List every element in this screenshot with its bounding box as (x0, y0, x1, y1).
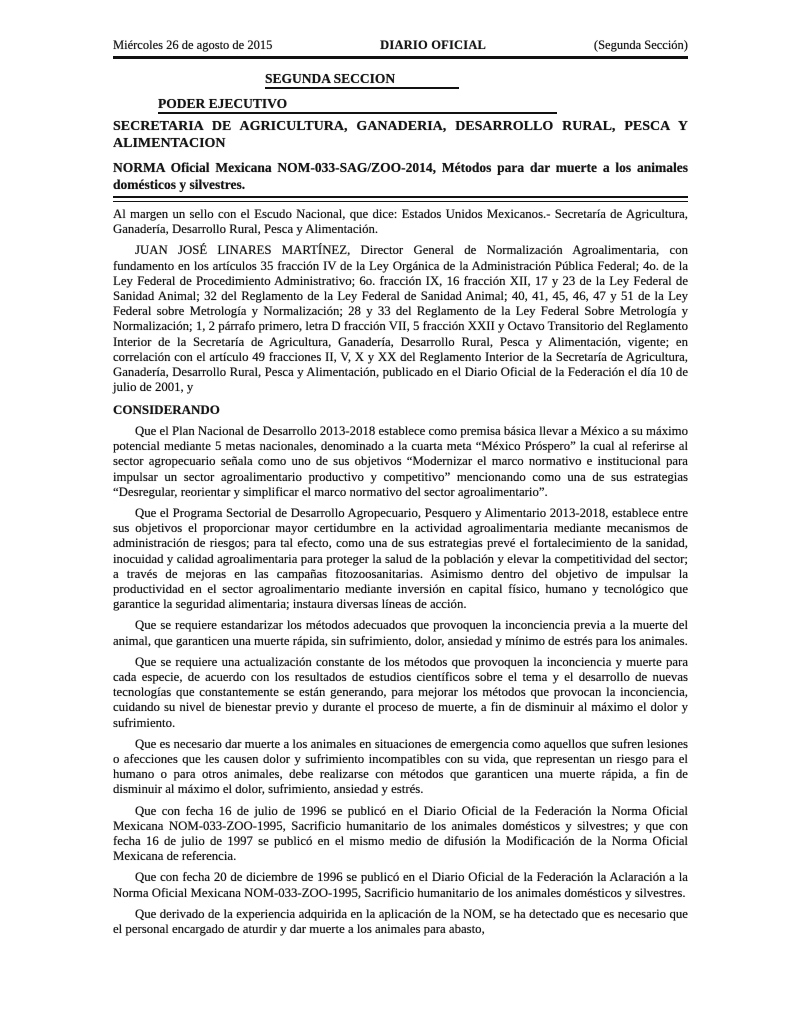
considerando-paragraph-1: Que el Plan Nacional de Desarrollo 2013-2018 establece como premisa básica llevar a México a su máximo potencial mediante 5 metas nacionales, denominado a la cuarta meta “México Próspero” la cual al referirse al sector agropecuario señala como uno de sus objetivos “Modernizar el marco normativo e institucional para impulsar un sector agroalimentario productivo y competitivo” mencionando como una de sus estrategias “Desregular, reorientar y simplificar el marco normativo del sector agroalimentario”. (113, 423, 688, 499)
considerando-heading: CONSIDERANDO (113, 402, 220, 418)
header-publication-name: DIARIO OFICIAL (380, 38, 487, 52)
considerando-paragraph-2: Que el Programa Sectorial de Desarrollo Agropecuario, Pesquero y Alimentario 2013-2018, establece entre sus objetivos el proporcionar mayor certidumbre en la actividad agroalimentaria mediante mecanismos de administración de riesgos; para tal efecto, como una de sus estrategias prevé el fortalecimiento de la sanidad, inocuidad y calidad agroalimentaria para proteger la salud de la población y elevar la competitividad del sector; a través de mejoras en las campañas fitozoosanitarias. Asimismo dentro del objetivo de impulsar la productividad en el sector agroalimentario mediante inversión en capital físico, humano y tecnológico que garantice la seguridad alimentaria; instaura diversas líneas de acción. (113, 505, 688, 612)
considerando-paragraph-8: Que derivado de la experiencia adquirida en la aplicación de la NOM, se ha detectado que es necesario que el personal encargado de aturdir y dar muerte a los animales para abasto, (113, 906, 688, 937)
paragraph-preamble-legal: JUAN JOSÉ LINARES MARTÍNEZ, Director General de Normalización Agroalimentaria, con fundamento en los artículos 35 fracción IV de la Ley Orgánica de la Administración Pública Federal; 4o. de la Ley Federal de Procedimiento Administrativo; 6o. fracción IX, 16 fracción XII, 17 y 23 de la Ley Federal de Sanidad Animal; 32 del Reglamento de la Ley Federal de Sanidad Animal; 40, 41, 45, 46, 47 y 51 de la Ley Federal sobre Metrología y Normalización; 28 y 33 del Reglamento de la Ley Federal Sobre Metrología y Normalización; 1, 2 párrafo primero, letra D fracción VII, 5 fracción XXII y Octavo Transitorio del Reglamento Interior de la Secretaría de Agricultura, Ganadería, Desarrollo Rural, Pesca y Alimentación, vigente; en correlación con el artículo 49 fracciones II, V, X y XX del Reglamento Interior de la Secretaría de Agricultura, Ganadería, Desarrollo Rural, Pesca y Alimentación, publicado en el Diario Oficial de la Federación el día 10 de julio de 2001, y (113, 243, 688, 395)
section-heading-row (113, 70, 688, 89)
branch-heading-row (113, 95, 688, 114)
considerando-paragraph-6: Que con fecha 16 de julio de 1996 se publicó en el Diario Oficial de la Federación la Norma Oficial Mexicana NOM-033-ZOO-1995, Sacrificio humanitario de los animales domésticos y silvestres; y que con fecha 16 de julio de 1997 se publicó en el mismo medio de difusión la Modificación de la Norma Oficial Mexicana de referencia. (113, 803, 688, 864)
branch-heading: PODER EJECUTIVO (158, 96, 557, 114)
header-rule (113, 56, 688, 59)
considerando-paragraph-3: Que se requiere estandarizar los métodos adecuados que provoquen la inconciencia previa a la muerte del animal, que garanticen una muerte rápida, sin sufrimiento, dolor, ansiedad y mínimo de estrés para los animales. (113, 618, 688, 648)
considerando-paragraph-5: Que es necesario dar muerte a los animales en situaciones de emergencia como aquellos que sufren lesiones o afecciones que les causen dolor y sufrimiento incompatibles con su vida, que representan un riesgo para el humano o para otros animales, debe realizarse con métodos que garanticen una muerte rápida, a fin de disminuir al máximo el dolor, sufrimiento, ansiedad y estrés. (113, 736, 688, 797)
document-body (113, 207, 688, 937)
section-heading: SEGUNDA SECCION (265, 71, 459, 89)
norm-title: NORMA Oficial Mexicana NOM-033-SAG/ZOO-2014, Métodos para dar muerte a los animales domésticos y silvestres. (113, 160, 688, 192)
running-header (113, 38, 688, 53)
header-section-label: (Segunda Sección) (593, 38, 688, 52)
title-rule (113, 196, 688, 202)
secretariat-heading: SECRETARIA DE AGRICULTURA, GANADERIA, DESARROLLO RURAL, PESCA Y ALIMENTACION (113, 119, 688, 151)
paragraph-al-margen: Al margen un sello con el Escudo Nacional, que dice: Estados Unidos Mexicanos.- Secretaría de Agricultura, Ganadería, Desarrollo Rural, Pesca y Alimentación. (113, 207, 688, 237)
considerando-paragraph-4: Que se requiere una actualización constante de los métodos que provoquen la inconciencia y muerte para cada especie, de acuerdo con los resultados de estudios científicos sobre el tema y el desarrollo de nuevas tecnologías que constantemente se están generando, para mejorar los métodos que provocan la inconciencia, cuidando su nivel de bienestar previo y durante el proceso de muerte, a fin de disminuir al máximo el dolor y sufrimiento. (113, 654, 688, 730)
header-date: Miércoles 26 de agosto de 2015 (113, 38, 273, 52)
considerando-paragraph-7: Que con fecha 20 de diciembre de 1996 se publicó en el Diario Oficial de la Federación la Aclaración a la Norma Oficial Mexicana NOM-033-ZOO-1995, Sacrificio humanitario de los animales domésticos y silvestres. (113, 870, 688, 900)
